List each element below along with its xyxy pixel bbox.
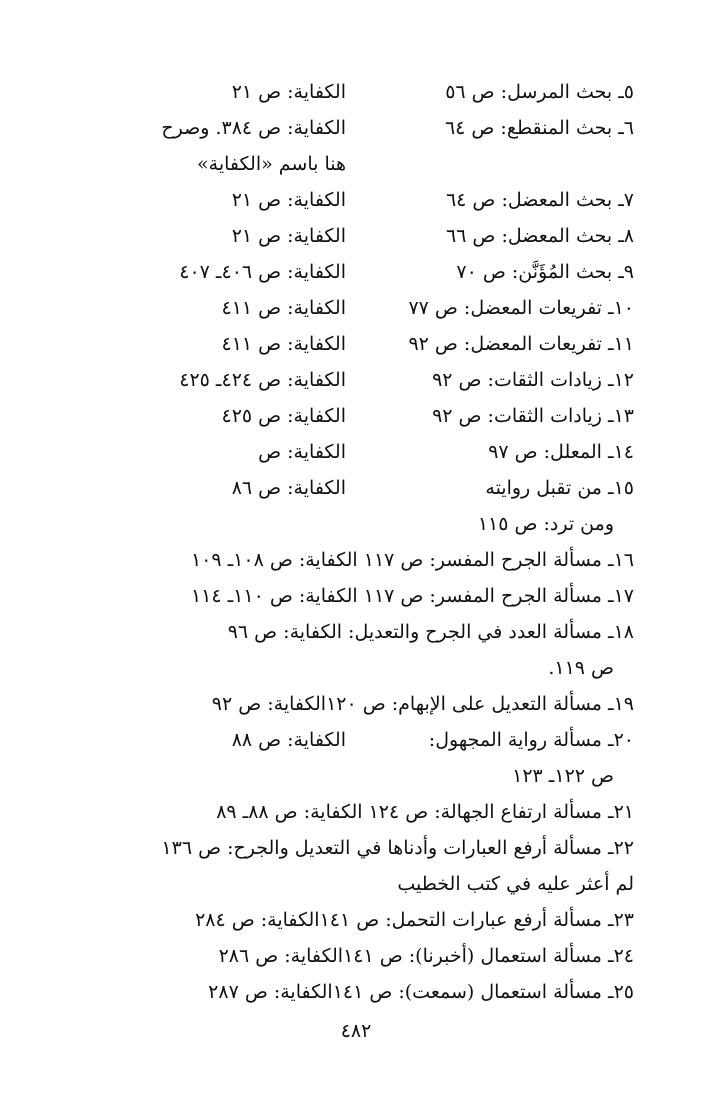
entries-list: [140, 74, 634, 1010]
entry-line: [140, 146, 634, 182]
entry-full-text: ٢٤ـ مسألة استعمال (أخبرنا): ص ١٤١الكفاية: ص ٢٨٦: [218, 945, 634, 967]
entry-line: [140, 722, 634, 758]
entry-full-text: ٢٥ـ مسألة استعمال (سمعت): ص ١٤١الكفاية: ص ٢٨٧: [208, 981, 634, 1003]
entry-full-text: ١٨ـ مسألة العدد في الجرح والتعديل: الكفاية: ص ٩٦: [227, 621, 634, 643]
entry-right-text: ٥ـ بحث المرسل: ص ٥٦: [445, 81, 634, 103]
entry-left-text: الكفاية: ص ٤١١: [221, 297, 346, 319]
entry-left-text: الكفاية: ص ٣٨٤. وصرح: [161, 117, 346, 139]
entry-line: [140, 182, 634, 218]
entry-full-text: لم أعثر عليه في كتب الخطيب: [397, 873, 634, 895]
entry-right-text: ١٤ـ المعلل: ص ٩٧: [488, 441, 634, 463]
entry-right-text: ١٥ـ من تقبل روايته: [485, 477, 634, 499]
entry-full-text: ١٩ـ مسألة التعديل على الإبهام: ص ١٢٠الكفاية: ص ٩٢: [211, 693, 634, 715]
entry-line: [140, 686, 634, 722]
entry-full-text: ١٦ـ مسألة الجرح المفسر: ص ١١٧ الكفاية: ص ١٠٨ـ ١٠٩: [190, 549, 634, 571]
entry-line: [140, 290, 634, 326]
entry-left-text: الكفاية: ص ٢١: [231, 189, 346, 211]
entry-left-text: الكفاية: ص ٤٠٦ـ ٤٠٧: [179, 261, 346, 283]
entry-line: [140, 902, 634, 938]
entry-right-text: ١٠ـ تفريعات المعضل: ص ٧٧: [408, 297, 634, 319]
entry-indent-text: ص ١٢٢ـ ١٢٣: [512, 765, 614, 787]
entry-right-text: ٩ـ بحث المُؤَنَّن: ص ٧٠: [456, 261, 634, 283]
entry-line: [140, 794, 634, 830]
entry-right-text: ٢٠ـ مسألة رواية المجهول:: [428, 729, 634, 751]
entry-left-text: الكفاية: ص: [258, 441, 346, 463]
entry-left-text: هنا باسم «الكفاية»: [197, 153, 346, 175]
entry-left-text: الكفاية: ص ٢١: [231, 81, 346, 103]
entry-left-text: الكفاية: ص ٨٦: [231, 477, 346, 499]
entry-line: [140, 578, 634, 614]
entry-line: [140, 110, 634, 146]
entry-right-text: ١٢ـ زيادات الثقات: ص ٩٢: [432, 369, 634, 391]
entry-line: [140, 758, 634, 794]
entry-line: [140, 974, 634, 1010]
entry-left-text: الكفاية: ص ٤٢٤ـ ٤٢٥: [179, 369, 346, 391]
entry-line: [140, 74, 634, 110]
entry-line: [140, 650, 634, 686]
entry-line: [140, 470, 634, 506]
entry-right-text: ٨ـ بحث المعضل: ص ٦٦: [445, 225, 634, 247]
entry-left-text: الكفاية: ص ٢١: [231, 225, 346, 247]
entry-line: [140, 614, 634, 650]
entry-line: [140, 362, 634, 398]
entry-line: [140, 938, 634, 974]
entry-line: [140, 434, 634, 470]
entry-line: [140, 830, 634, 866]
entry-line: [140, 254, 634, 290]
entry-full-text: ٢٢ـ مسألة أرفع العبارات وأدناها في التعديل والجرح: ص ١٣٦: [161, 837, 634, 859]
entry-line: [140, 506, 634, 542]
entry-full-text: ١٧ـ مسألة الجرح المفسر: ص ١١٧ الكفاية: ص ١١٠ـ ١١٤: [190, 585, 634, 607]
entry-right-text: ٧ـ بحث المعضل: ص ٦٤: [445, 189, 634, 211]
entry-line: [140, 542, 634, 578]
entry-line: [140, 326, 634, 362]
page-number: ٤٨٢: [340, 1020, 372, 1042]
entry-line: [140, 218, 634, 254]
entry-indent-text: ومن ترد: ص ١١٥: [477, 513, 614, 535]
entry-line: [140, 866, 634, 902]
entry-indent-text: ص ١١٩.: [548, 657, 614, 679]
entry-line: [140, 398, 634, 434]
entry-left-text: الكفاية: ص ٤١١: [221, 333, 346, 355]
entry-left-text: الكفاية: ص ٨٨: [231, 729, 346, 751]
entry-right-text: ١١ـ تفريعات المعضل: ص ٩٢: [408, 333, 634, 355]
entry-right-text: ١٣ـ زيادات الثقات: ص ٩٢: [432, 405, 634, 427]
entry-right-text: ٦ـ بحث المنقطع: ص ٦٤: [444, 117, 634, 139]
entry-full-text: ٢٣ـ مسألة أرفع عبارات التحمل: ص ١٤١الكفاية: ص ٢٨٤: [195, 909, 634, 931]
entry-left-text: الكفاية: ص ٤٢٥: [221, 405, 346, 427]
entry-full-text: ٢١ـ مسألة ارتفاع الجهالة: ص ١٢٤ الكفاية: ص ٨٨ـ ٨٩: [216, 801, 634, 823]
